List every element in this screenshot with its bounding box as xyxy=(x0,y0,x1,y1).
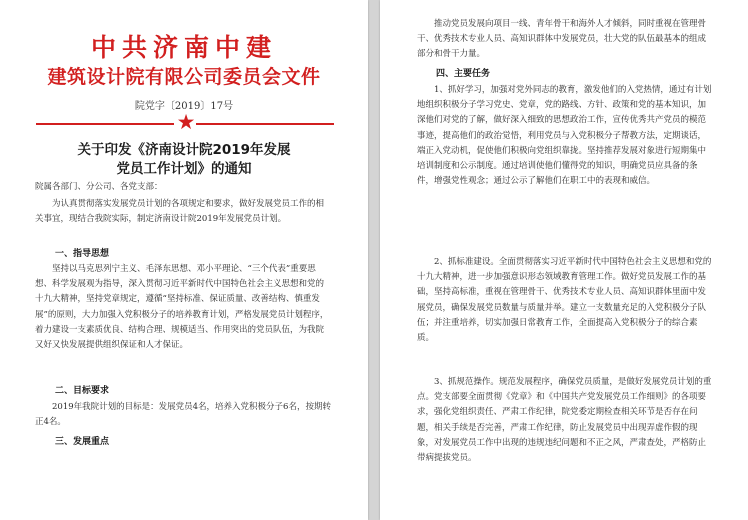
salutation: 院属各部门、分公司、各党支部： xyxy=(35,182,163,192)
notice-title-line1: 关于印发《济南设计院2019年发展 xyxy=(77,142,291,158)
document-header-title: 建筑设计院有限公司委员会文件 xyxy=(47,66,321,88)
intro-paragraph: 为认真贯彻落实发展党员计划的各项规定和要求，做好发展党员工作的相关事宜，现结合我院实际，制定济南设计院2019年发展党员计划。 xyxy=(35,199,325,225)
star-icon: ★ xyxy=(176,110,196,134)
right-page xyxy=(380,0,748,520)
task-3-paragraph: 3、抓规范操作。规范发展程序，确保党员质量，是做好发展党员计划的重点。党支部要全面贯彻《党章》和《中国共产党发展党员工作细则》的各项要求，强化党组织责任、严肃工作纪律，院党委定期检查相关环节是否存在问题，相关手续是否完善，严肃工作纪律，防止发展党员中出现弄虚作假的现象，对发展党员工作中出现的违规违纪问题和不正之风，严肃查处，严格防止带病提拔党员。 xyxy=(417,377,712,464)
guiding-ideology-paragraph: 坚持以马克思列宁主义、毛泽东思想、邓小平理论、“三个代表”重要思想、科学发展观为指导，深入贯彻习近平新时代中国特色社会主义思想和党的十九大精神，坚持党章规定，遵循“坚持标准、保证质量、改善结构、慎重发展”的原则，大力加强入党积极分子的培养教育计划，严格发展党员计划程序，着力建设一支素质优良、结构合理、规模适当、作用突出的党员队伍，为我院又好又快发展提供组织保证和人才保证。 xyxy=(35,264,329,351)
task-2-paragraph: 2、抓标准建设。全面贯彻落实习近平新时代中国特色社会主义思想和党的十九大精神，进一步加强意识形态领域教育管理工作。做好党员发展工作的基础，坚持高标准，重视在管理骨干、优秀技术专业人员、高知识群体里面中发展党员，确保发展党员数量与质量并举。建立一支数量充足的入党积极分子队伍；并注重培养，切实加强日常教育工作，全面提高入党积极分子的综合素质。 xyxy=(417,257,712,344)
document-number: 院党字〔2019〕17号 xyxy=(134,101,234,112)
goals-paragraph: 2019年我院计划的目标是：发展党员4名，培养入党积极分子6名，按期转正4名。 xyxy=(35,402,331,428)
section-heading-guiding-ideology: 一、指导思想 xyxy=(55,249,110,259)
section-heading-development-focus: 三、发展重点 xyxy=(55,437,110,447)
task-1-paragraph: 1、抓好学习，加强对党外同志的教育，激发他们的入党热情，通过有计划地组织积极分子学习党史、党章，党的路线、方针、政策和党的基本知识，加深他们对党的了解，做好深入细致的思想政治工作，宣传优秀共产党员的模范事迹，提高他们的政治觉悟，利用党员与入党积极分子帮教方法，定期谈话，端正入党动机，促使他们积极向党组织靠拢。坚持推荐发展对象进行短期集中培训制度和公示制度。通过培训使他们懂得党的知识，明确党员应具备的条件，增强党性观念；通过公示了解他们在职工中的表现和威信。 xyxy=(417,85,712,187)
red-divider-right xyxy=(196,123,334,125)
document-header-org: 中共济南中建 xyxy=(90,33,277,62)
red-divider-left xyxy=(36,123,174,125)
notice-title-line2: 党员工作计划》的通知 xyxy=(116,161,252,177)
section-heading-main-tasks: 四、主要任务 xyxy=(436,69,491,79)
section-heading-goals: 二、目标要求 xyxy=(55,386,110,396)
left-page xyxy=(0,0,368,520)
development-focus-paragraph: 推动党员发展向项目一线、青年骨干和海外人才倾斜，同时重视在管理骨干、优秀技术专业人员、高知识群体中发展党员，壮大党的队伍最基本的组成部分和骨干力量。 xyxy=(417,19,707,60)
